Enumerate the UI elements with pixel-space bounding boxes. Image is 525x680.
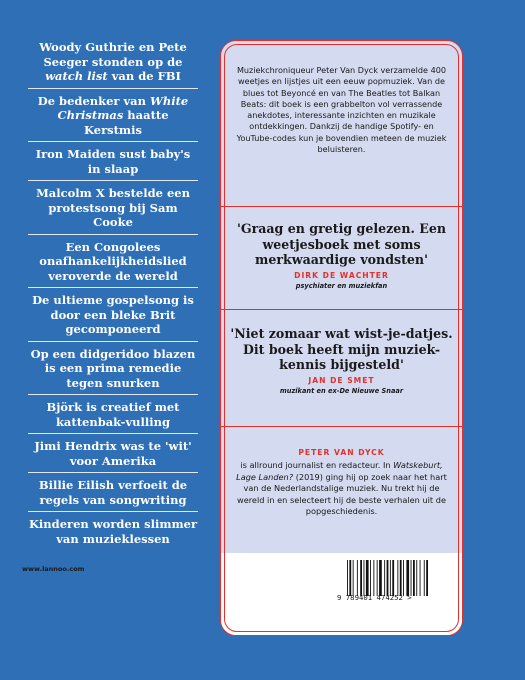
- author-name: PETER VAN DYCK: [298, 448, 385, 457]
- isbn-barcode: [345, 560, 445, 596]
- fact-item: De ultieme gospelsong is door een bleke Brit gecomponeerd: [28, 293, 198, 342]
- barcode-bar: [360, 560, 362, 596]
- quote-author-role: psychiater en muziekfan: [295, 281, 388, 290]
- barcode-bar: [349, 560, 351, 596]
- barcode-bar: [411, 560, 412, 596]
- quote-block-2: [221, 310, 462, 427]
- fact-item: De bedenker van White Christmas haatte Kerstmis: [28, 94, 198, 143]
- barcode-bar: [403, 560, 404, 596]
- barcode-bar: [364, 560, 365, 596]
- isbn-digits: 9 789401 474252 >: [337, 593, 412, 602]
- barcode-bar: [400, 560, 402, 596]
- fact-item: Een Congolees onafhankelijkheidslied veroverde de wereld: [28, 240, 198, 289]
- barcode-bar: [379, 560, 382, 596]
- barcode-bar: [426, 560, 428, 596]
- quote-author-role: muzikant en ex-De Nieuwe Snaar: [279, 386, 404, 395]
- barcode-bar: [377, 560, 378, 596]
- quote-author: DIRK DE WACHTER: [294, 270, 389, 280]
- fact-item: Kinderen worden slimmer van muzieklessen: [28, 517, 198, 546]
- fact-item: Jimi Hendrix was te 'wit' voor Amerika: [28, 439, 198, 473]
- barcode-bar: [406, 560, 409, 596]
- barcode-bar: [397, 560, 398, 596]
- barcode-bar: [384, 560, 385, 596]
- barcode-bar: [366, 560, 369, 596]
- quote-text: 'Niet zomaar wat wist-je-datjes. Dit boek heeft mijn muziek-kennis bijgesteld': [230, 326, 453, 372]
- quote-block-1: [221, 207, 462, 310]
- barcode-bar: [357, 560, 358, 596]
- barcode-bar: [392, 560, 394, 596]
- facts-column: [28, 40, 198, 555]
- barcode-bar: [387, 560, 389, 596]
- author-bio: [221, 427, 462, 553]
- fact-item: Woody Guthrie en Pete Seeger stonden op de watch list van de FBI: [28, 40, 198, 89]
- barcode-bar: [390, 560, 391, 596]
- barcode-bar: [353, 560, 354, 596]
- info-panel: [220, 40, 463, 636]
- barcode-bar: [347, 560, 348, 596]
- quote-text: 'Graag en gretig gelezen. Een weetjesboek met soms merkwaardige vondsten': [236, 221, 447, 267]
- fact-item: Iron Maiden sust baby's in slaap: [28, 147, 198, 181]
- fact-item: Malcolm X bestelde een protestsong bij Sam Cooke: [28, 186, 198, 235]
- author-bio-text: is allround journalist en redacteur. In Watskeburt, Lage Landen? (2019) ging hij op zoek naar het hart van de Nederlandstalige muziek. Nu trekt hij de wereld in en selecteert hij de beste verhalen uit de popgeschiedenis.: [236, 460, 447, 517]
- fact-item: Billie Eilish verfoeit de regels van songwriting: [28, 478, 198, 512]
- barcode-bar: [424, 560, 425, 596]
- barcode-bar: [413, 560, 415, 596]
- barcode-bar: [420, 560, 421, 596]
- barcode-bar: [373, 560, 374, 596]
- barcode-bar: [416, 560, 417, 596]
- book-description: Muziekchroniqueur Peter Van Dyck verzamelde 400 weetjes en lijstjes uit een eeuw popmuziek. Van de blues tot Beyoncé en van The Beatles tot Balkan Beats: dit boek is een grabbelton vol verrassende anekdotes, interessante inzichten en muzikale ontdekkingen. Dankzij de handige Spotify- en YouTube-codes kun je bovendien meteen de muziek beluisteren.: [221, 41, 462, 207]
- barcode-bar: [370, 560, 371, 596]
- fact-item: Björk is creatief met kattenbak-vulling: [28, 400, 198, 434]
- publisher-website: www.lannoo.com: [22, 565, 85, 573]
- quote-author: JAN DE SMET: [308, 375, 375, 385]
- fact-item: Op een didgeridoo blazen is een prima remedie tegen snurken: [28, 347, 198, 396]
